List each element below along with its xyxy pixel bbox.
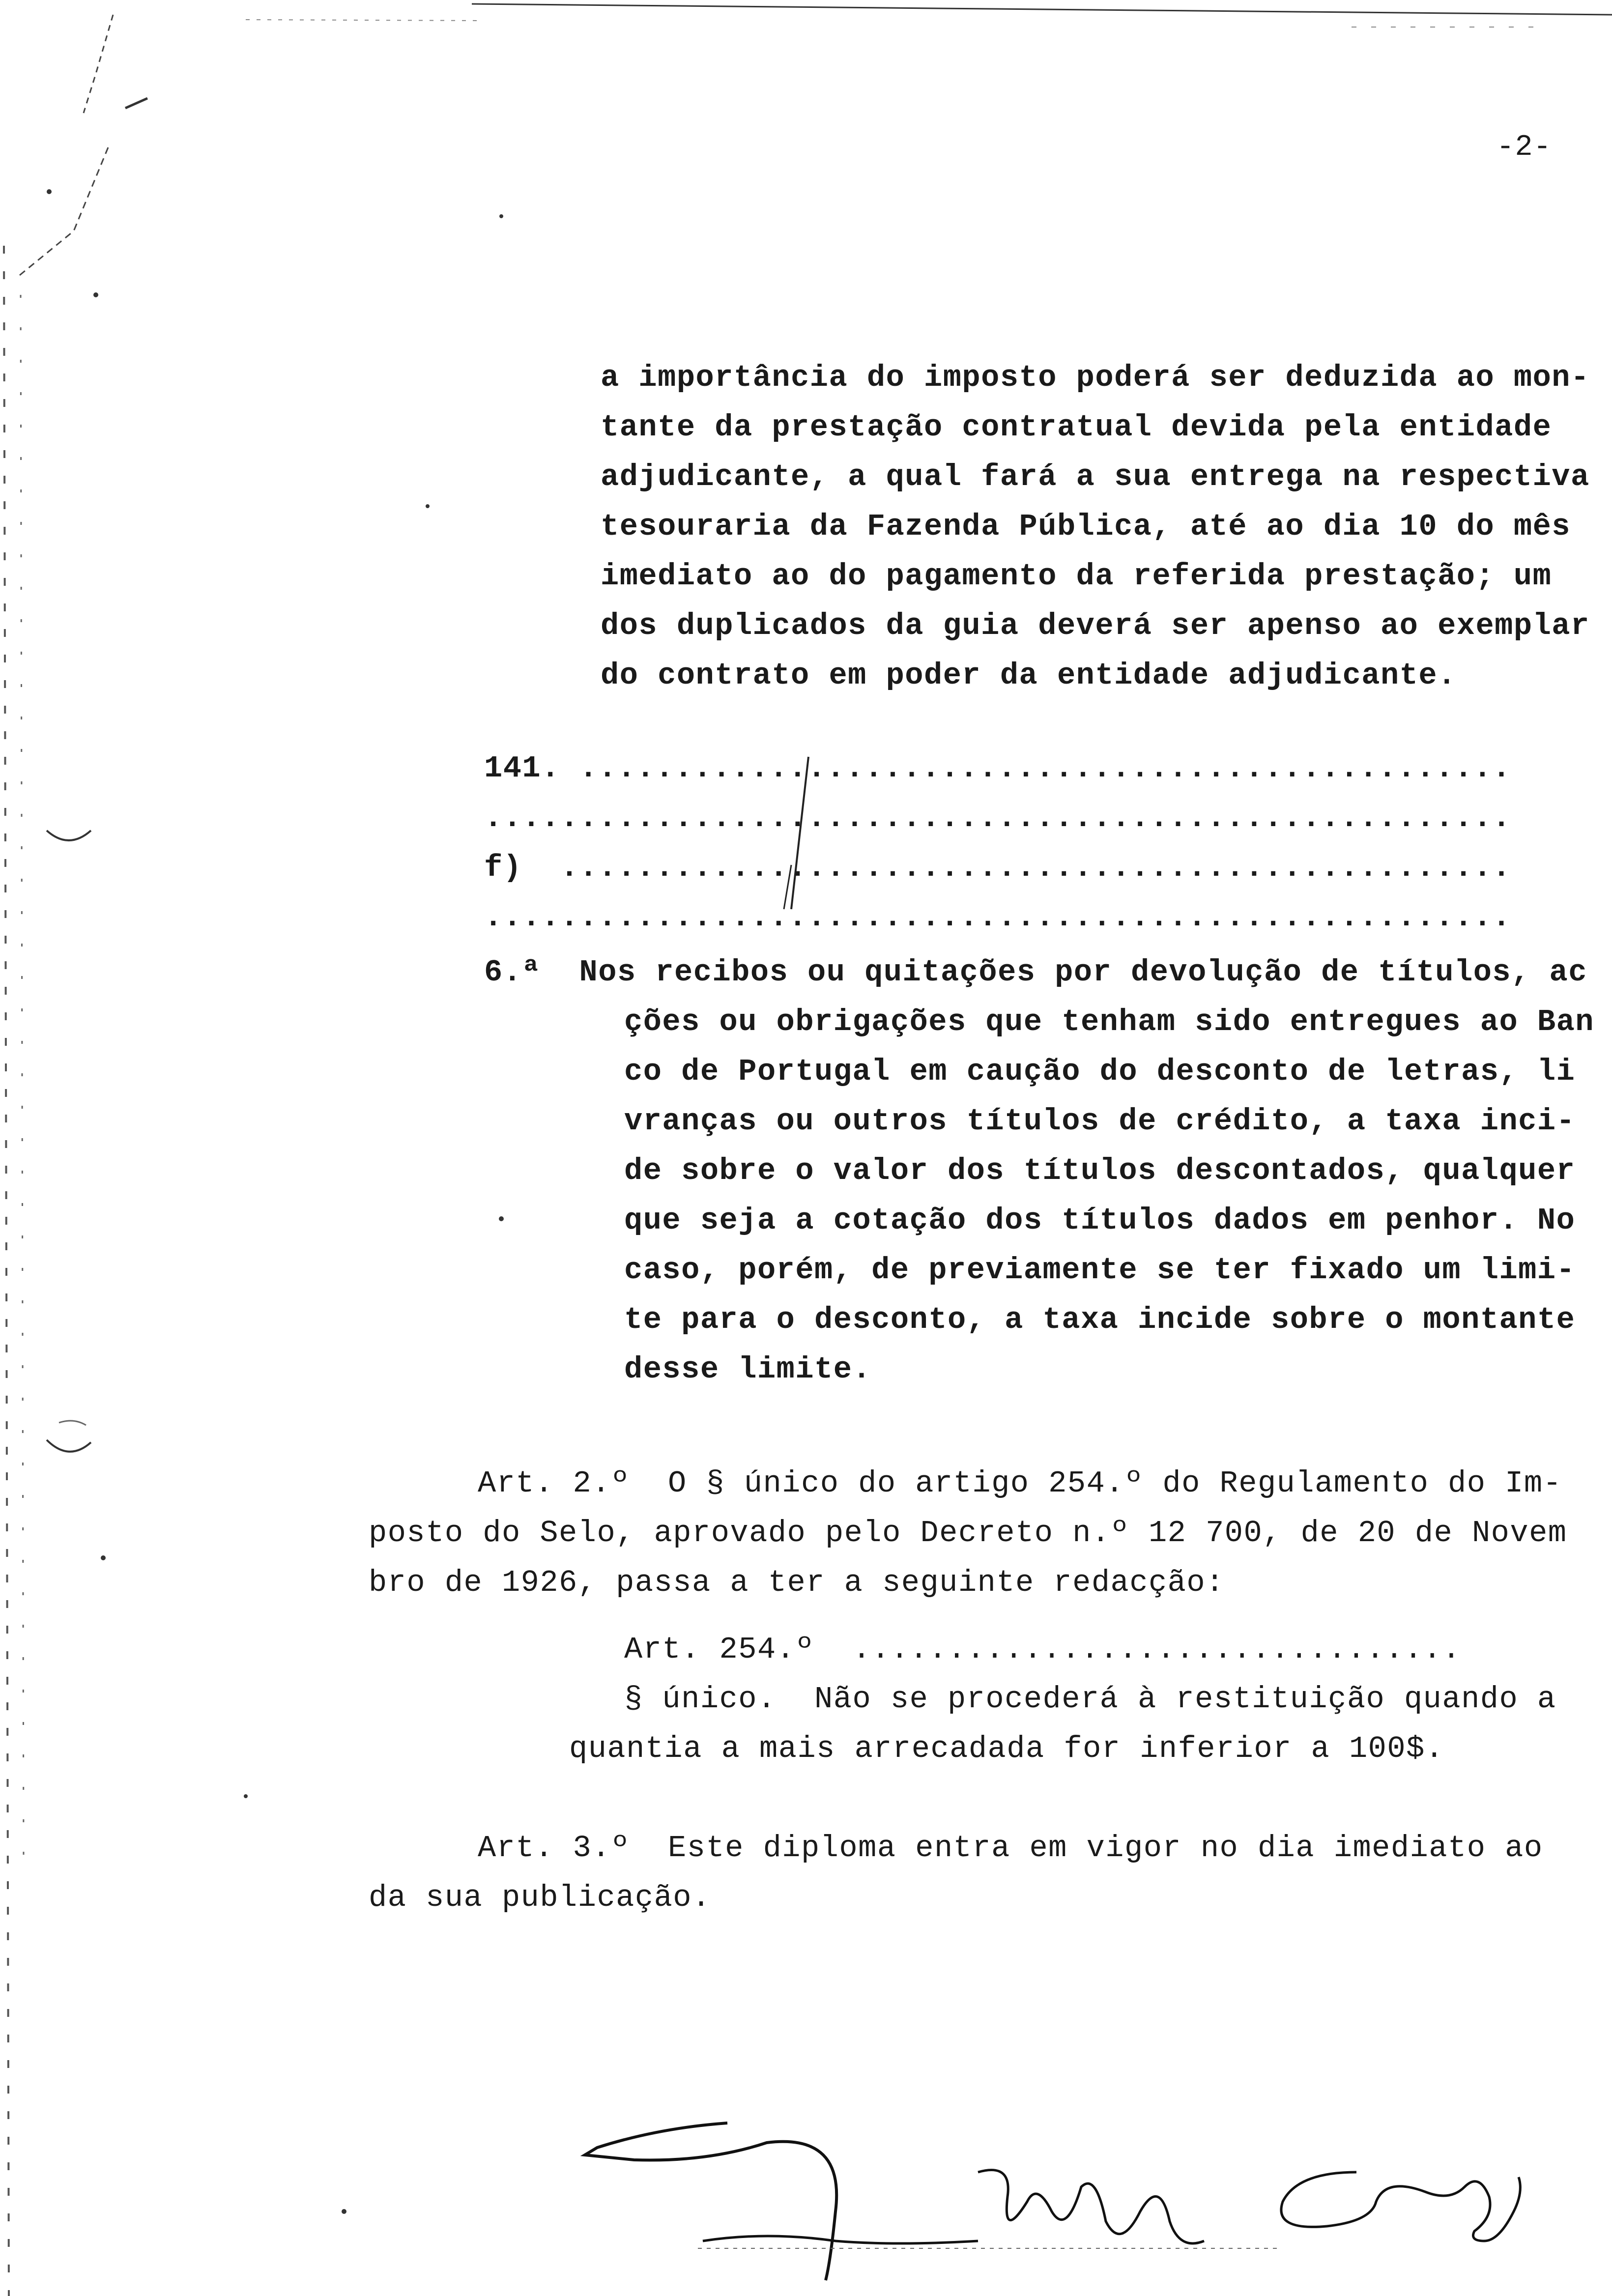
article-3-line: da sua publicação. — [369, 1880, 711, 1915]
dotted-line-141: 141. ................................................. — [484, 751, 1512, 786]
item-6-line: ções ou obrigações que tenham sido entregues ao Ban — [624, 1004, 1595, 1039]
dotted-line-f: f) .................................................. — [484, 850, 1512, 885]
item-6-line: co de Portugal em caução do desconto de letras, li — [624, 1054, 1576, 1089]
article-254-paragraph: quantia a mais arrecadada for inferior a 100$. — [569, 1731, 1444, 1766]
page-number: -2- — [1497, 131, 1552, 164]
paragraph-a-line: adjudicante, a qual fará a sua entrega na respectiva — [601, 459, 1590, 494]
article-254-line: Art. 254.º ................................ — [624, 1632, 1462, 1667]
paragraph-a-line: imediato ao do pagamento da referida prestação; um — [601, 559, 1552, 594]
item-6-line: de sobre o valor dos títulos descontados, qualquer — [624, 1153, 1576, 1188]
item-6-line: que seja a cotação dos títulos dados em penhor. No — [624, 1203, 1576, 1238]
dotted-line: ...................................................... — [484, 900, 1512, 935]
dotted-line: ...................................................... — [484, 801, 1512, 835]
article-2-line: bro de 1926, passa a ter a seguinte redacção: — [369, 1565, 1225, 1600]
paragraph-a-line: dos duplicados da guia deverá ser apenso ao exemplar — [601, 608, 1590, 643]
item-6-line: 6.ª Nos recibos ou quitações por devolução de títulos, ac — [484, 955, 1587, 990]
item-6-line: te para o desconto, a taxa incide sobre o montante — [624, 1302, 1576, 1337]
article-3-line: Art. 3.º Este diploma entra em vigor no dia imediato ao — [478, 1831, 1543, 1866]
article-2-line: posto do Selo, aprovado pelo Decreto n.º 12 700, de 20 de Novem — [369, 1516, 1567, 1550]
item-6-line: vranças ou outros títulos de crédito, a taxa inci- — [624, 1104, 1576, 1139]
article-254-paragraph: § único. Não se procederá à restituição quando a — [624, 1682, 1556, 1717]
item-6-line: desse limite. — [624, 1352, 872, 1387]
item-6-line: caso, porém, de previamente se ter fixado um limi- — [624, 1253, 1576, 1288]
paragraph-a-line: tesouraria da Fazenda Pública, até ao dia 10 do mês — [601, 509, 1571, 544]
paragraph-a-line: a importância do imposto poderá ser deduzida ao mon- — [601, 360, 1590, 395]
paragraph-a-line: tante da prestação contratual devida pela entidade — [601, 410, 1552, 445]
paragraph-a-line: do contrato em poder da entidade adjudicante. — [601, 658, 1457, 693]
article-2-line: Art. 2.º O § único do artigo 254.º do Regulamento do Im- — [478, 1466, 1562, 1501]
